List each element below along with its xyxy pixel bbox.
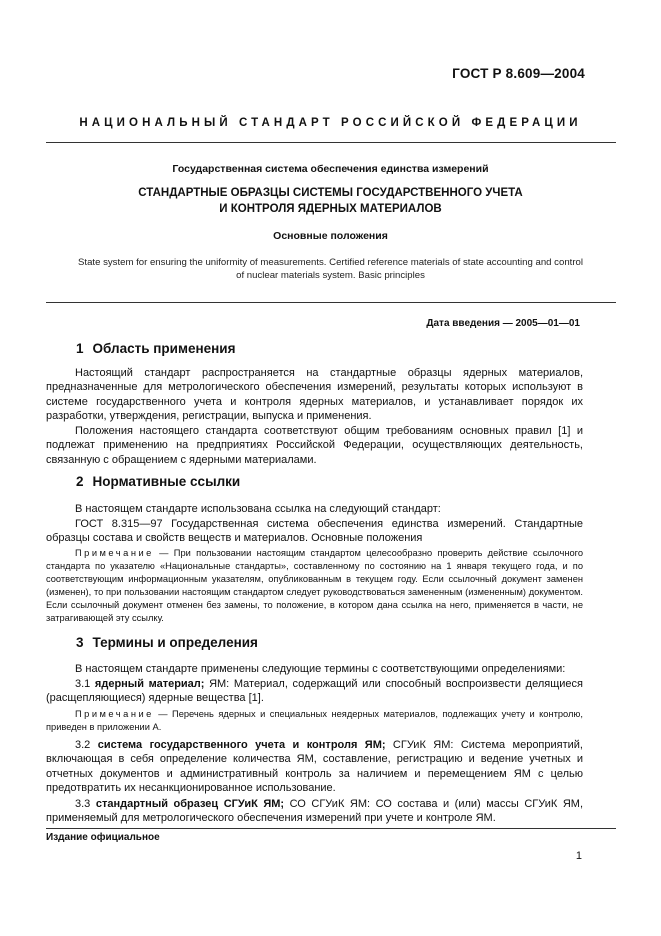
english-title xyxy=(0,256,661,282)
section-2-note xyxy=(46,547,583,625)
term-3-1 xyxy=(46,677,583,706)
note-label: Примечание xyxy=(75,709,154,719)
section-1-paragraph-1: Настоящий стандарт распространяется на стандартные образцы ядерных материалов, предназначенные для метрологического обеспечения измерений, результаты которых используют в системе государственного учета и контроля ядерных материалов, и устанавливает порядок их разработки, утверждения, регистрации, выпуска и применения. xyxy=(46,367,583,423)
term-3-2-term: система государственного учета и контроля ЯМ; xyxy=(97,739,386,751)
section-3-heading xyxy=(76,635,258,650)
term-3-3-number: 3.3 xyxy=(75,798,91,810)
note-text: — Перечень ядерных и специальных неядерных материалов, подлежащих учету и контролю, приведен в приложении А. xyxy=(46,709,583,732)
section-2-paragraph-1: В настоящем стандарте использована ссылка на следующий стандарт: xyxy=(75,503,441,515)
term-3-1-number: 3.1 xyxy=(75,678,91,690)
section-1-heading xyxy=(76,341,235,356)
footer-rule xyxy=(46,828,616,829)
english-title-line-1: State system for ensuring the uniformity of measurements. Certified reference materials of state accounting and control xyxy=(78,257,583,268)
term-3-3-term: стандартный образец СГУиК ЯМ; xyxy=(95,798,285,810)
national-standard-banner: НАЦИОНАЛЬНЫЙ СТАНДАРТ РОССИЙСКОЙ ФЕДЕРАЦИИ xyxy=(79,117,582,129)
note-text: — При пользовании настоящим стандартом целесообразно проверить действие ссылочного стандарта по указателю «Национальные стандарты», составленному по состоянию на 1 января текущего года, и по соответствующим информационным указателям, опубликованным в текущем году. Если ссылочный документ заменен (изменен), то при пользовании настоящим стандартом следует руководствоваться замененным (измененным) документом. Если ссылочный документ отменен без замены, то положение, в котором дана ссылка на него, применяется в части, не затрагивающей эту ссылку. xyxy=(46,548,583,623)
term-3-1-term: ядерный материал; xyxy=(94,678,205,690)
term-3-2-text: СГУиК ЯМ: Система мероприятий, включающая в себя определение количества ЯМ, составление, регистрацию и ведение учетных и отчетных документов и административный контроль за наличием и перемещением ЯМ с целью предотвратить их несанкционированное использование. xyxy=(46,739,583,795)
main-title xyxy=(0,186,661,217)
section-3-number: 3 xyxy=(76,635,84,650)
note-label: Примечание xyxy=(75,548,154,558)
subtitle: Основные положения xyxy=(273,230,388,242)
introduction-date: Дата введения — 2005—01—01 xyxy=(426,318,580,329)
english-title-line-2: of nuclear materials system. Basic principles xyxy=(236,270,425,281)
main-title-line-2: И КОНТРОЛЯ ЯДЕРНЫХ МАТЕРИАЛОВ xyxy=(219,202,442,215)
section-1-number: 1 xyxy=(76,341,84,356)
term-3-3 xyxy=(46,797,583,826)
term-3-2-number: 3.2 xyxy=(75,739,91,751)
term-3-1-text: ЯМ: Материал, содержащий или способный воспроизвести делящиеся (расщепляющиеся) ядерные вещества [1]. xyxy=(46,678,583,705)
section-1-paragraph-2: Положения настоящего стандарта соответствуют общим требованиям основных правил [1] и подлежат применению на предприятиях Российской Федерации, осуществляющих деятельность, связанную с обращением с ядерными материалами. xyxy=(46,425,583,466)
page-number: 1 xyxy=(575,850,582,862)
standard-code: ГОСТ Р 8.609—2004 xyxy=(452,66,585,81)
section-3-note xyxy=(46,708,583,734)
header-rule xyxy=(46,142,616,143)
section-2-heading xyxy=(76,474,240,489)
term-3-2 xyxy=(46,738,583,796)
title-rule xyxy=(46,302,616,303)
section-2-number: 2 xyxy=(76,474,84,489)
section-1-title: Область применения xyxy=(92,341,236,356)
section-3-title: Термины и определения xyxy=(92,635,258,650)
section-3-paragraph-1: В настоящем стандарте применены следующие термины с соответствующими определениями: xyxy=(75,663,566,675)
section-2-title: Нормативные ссылки xyxy=(92,474,241,489)
official-edition-label: Издание официальное xyxy=(46,832,160,843)
term-3-3-text: СО СГУиК ЯМ: СО состава и (или) массы СГУиК ЯМ, применяемый для метрологического обеспечения измерений при учете и контроле ЯМ. xyxy=(46,798,584,825)
system-title: Государственная система обеспечения единства измерений xyxy=(172,163,489,175)
main-title-line-1: СТАНДАРТНЫЕ ОБРАЗЦЫ СИСТЕМЫ ГОСУДАРСТВЕННОГО УЧЕТА xyxy=(138,187,523,199)
section-2-referenced-standard: ГОСТ 8.315—97 Государственная система обеспечения единства измерений. Стандартные образцы состава и свойств веществ и материалов. Основные положения xyxy=(46,518,583,545)
